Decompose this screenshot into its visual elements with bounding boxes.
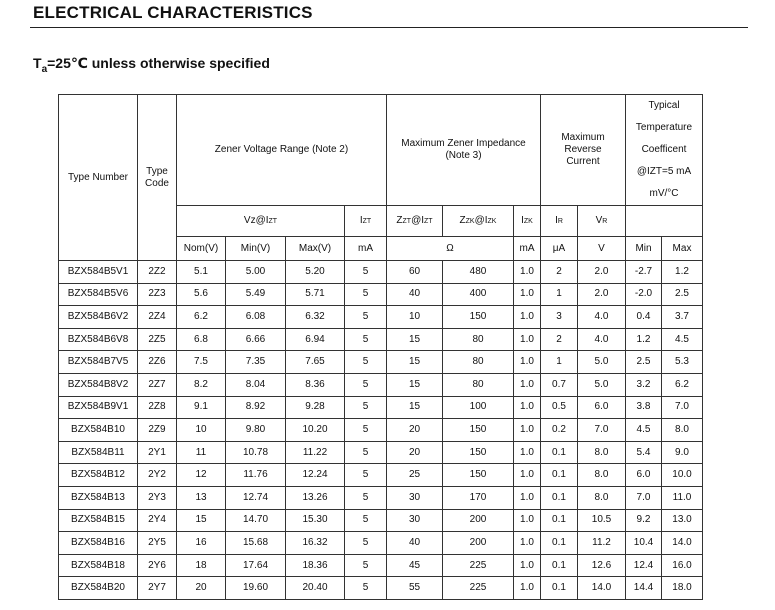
- cell-vz-max: 10.20: [286, 419, 345, 442]
- cell-vz-min: 19.60: [226, 577, 286, 600]
- cell-vz-max: 8.36: [286, 373, 345, 396]
- cell-type-code: 2Z5: [138, 328, 177, 351]
- cell-izt: 5: [345, 509, 387, 532]
- cell-izt: 5: [345, 532, 387, 555]
- cell-vz-nom: 7.5: [177, 351, 226, 374]
- table-row: [59, 261, 703, 284]
- unit-ir: μA: [541, 237, 578, 261]
- cell-ir: 1: [541, 283, 578, 306]
- cell-izk: 1.0: [514, 283, 541, 306]
- unit-max: Max(V): [286, 237, 345, 261]
- cell-ir: 2: [541, 328, 578, 351]
- cell-vz-min: 14.70: [226, 509, 286, 532]
- cell-vz-min: 6.66: [226, 328, 286, 351]
- cell-ir: 0.1: [541, 577, 578, 600]
- cell-vz-min: 12.74: [226, 486, 286, 509]
- reverse-current-header: Maximum Reverse Current: [541, 95, 626, 206]
- cell-vz-nom: 6.2: [177, 306, 226, 329]
- cell-vz-max: 15.30: [286, 509, 345, 532]
- cell-tc-min: 10.4: [626, 532, 662, 555]
- cell-zzt: 25: [387, 464, 443, 487]
- cell-izt: 5: [345, 441, 387, 464]
- cell-izk: 1.0: [514, 441, 541, 464]
- table-row: [59, 396, 703, 419]
- cell-tc-min: 2.5: [626, 351, 662, 374]
- cell-vz-min: 6.08: [226, 306, 286, 329]
- table-row: [59, 306, 703, 329]
- cell-type-number: BZX584B20: [59, 577, 138, 600]
- cell-zzt: 15: [387, 351, 443, 374]
- cell-tc-min: 3.2: [626, 373, 662, 396]
- cell-type-code: 2Z2: [138, 261, 177, 284]
- vz-header: Vz@IZT: [177, 206, 345, 237]
- cell-vr: 4.0: [578, 328, 626, 351]
- electrical-characteristics-table: [58, 94, 703, 600]
- unit-nom: Nom(V): [177, 237, 226, 261]
- cell-vz-min: 17.64: [226, 554, 286, 577]
- type-number-header: Type Number: [59, 95, 138, 261]
- cell-zzk: 80: [443, 373, 514, 396]
- cell-izk: 1.0: [514, 509, 541, 532]
- cell-type-number: BZX584B13: [59, 486, 138, 509]
- cell-type-number: BZX584B10: [59, 419, 138, 442]
- cell-vr: 5.0: [578, 351, 626, 374]
- cell-type-number: BZX584B18: [59, 554, 138, 577]
- cell-zzk: 225: [443, 577, 514, 600]
- temp-coeff-spacer: [626, 206, 703, 237]
- cell-izk: 1.0: [514, 328, 541, 351]
- cell-zzk: 400: [443, 283, 514, 306]
- cell-izk: 1.0: [514, 306, 541, 329]
- cell-vz-nom: 16: [177, 532, 226, 555]
- cell-vz-max: 18.36: [286, 554, 345, 577]
- title-underline: [30, 27, 748, 28]
- cell-izk: 1.0: [514, 419, 541, 442]
- cell-type-number: BZX584B9V1: [59, 396, 138, 419]
- cell-izt: 5: [345, 351, 387, 374]
- cell-izk: 1.0: [514, 396, 541, 419]
- cell-tc-min: -2.7: [626, 261, 662, 284]
- cell-zzt: 15: [387, 373, 443, 396]
- cell-tc-max: 18.0: [662, 577, 703, 600]
- cell-type-code: 2Z7: [138, 373, 177, 396]
- cell-type-number: BZX584B6V8: [59, 328, 138, 351]
- cell-ir: 0.1: [541, 441, 578, 464]
- cell-vz-nom: 5.1: [177, 261, 226, 284]
- cell-vz-min: 9.80: [226, 419, 286, 442]
- cell-tc-min: 5.4: [626, 441, 662, 464]
- table-row: [59, 283, 703, 306]
- cell-tc-max: 14.0: [662, 532, 703, 555]
- cell-vr: 2.0: [578, 283, 626, 306]
- section-title: ELECTRICAL CHARACTERISTICS: [33, 3, 313, 22]
- cell-izt: 5: [345, 486, 387, 509]
- cell-zzk: 200: [443, 532, 514, 555]
- unit-tc-max: Max: [662, 237, 703, 261]
- cell-zzk: 80: [443, 328, 514, 351]
- cell-tc-min: 12.4: [626, 554, 662, 577]
- cell-tc-max: 13.0: [662, 509, 703, 532]
- cell-zzt: 30: [387, 486, 443, 509]
- cell-tc-min: 9.2: [626, 509, 662, 532]
- cell-type-number: BZX584B6V2: [59, 306, 138, 329]
- cell-zzt: 15: [387, 328, 443, 351]
- cell-tc-max: 1.2: [662, 261, 703, 284]
- cell-izk: 1.0: [514, 486, 541, 509]
- cell-izk: 1.0: [514, 577, 541, 600]
- zzk-header: ZZK@IZK: [443, 206, 514, 237]
- cell-zzt: 10: [387, 306, 443, 329]
- cell-vz-min: 7.35: [226, 351, 286, 374]
- cell-vz-nom: 5.6: [177, 283, 226, 306]
- condition-subscript: a: [41, 64, 48, 75]
- table-body: [59, 95, 703, 600]
- cell-izk: 1.0: [514, 351, 541, 374]
- cell-vz-nom: 10: [177, 419, 226, 442]
- cell-vr: 8.0: [578, 441, 626, 464]
- cell-zzk: 225: [443, 554, 514, 577]
- cell-izk: 1.0: [514, 373, 541, 396]
- cell-tc-min: 3.8: [626, 396, 662, 419]
- cell-type-number: BZX584B11: [59, 441, 138, 464]
- cell-type-code: 2Z9: [138, 419, 177, 442]
- cell-tc-max: 5.3: [662, 351, 703, 374]
- cell-izt: 5: [345, 419, 387, 442]
- cell-ir: 0.1: [541, 509, 578, 532]
- table-row: [59, 419, 703, 442]
- cell-ir: 1: [541, 351, 578, 374]
- cell-tc-max: 10.0: [662, 464, 703, 487]
- condition-symbol: T: [33, 55, 42, 71]
- cell-vz-nom: 6.8: [177, 328, 226, 351]
- cell-zzk: 480: [443, 261, 514, 284]
- table-row: [59, 577, 703, 600]
- cell-zzt: 20: [387, 441, 443, 464]
- cell-ir: 0.1: [541, 464, 578, 487]
- unit-izk: mA: [514, 237, 541, 261]
- cell-zzk: 150: [443, 419, 514, 442]
- cell-ir: 0.1: [541, 532, 578, 555]
- cell-tc-max: 11.0: [662, 486, 703, 509]
- cell-izk: 1.0: [514, 554, 541, 577]
- condition-text: =25℃ unless otherwise specified: [47, 55, 270, 71]
- cell-tc-min: -2.0: [626, 283, 662, 306]
- temp-coeff-header: Typical Temperature Coefficent @IZT=5 mA mV/°C: [626, 95, 703, 206]
- cell-tc-max: 6.2: [662, 373, 703, 396]
- cell-vz-nom: 20: [177, 577, 226, 600]
- cell-vz-min: 15.68: [226, 532, 286, 555]
- cell-tc-max: 8.0: [662, 419, 703, 442]
- cell-ir: 0.5: [541, 396, 578, 419]
- cell-zzk: 200: [443, 509, 514, 532]
- cell-type-number: BZX584B16: [59, 532, 138, 555]
- cell-vz-max: 13.26: [286, 486, 345, 509]
- cell-type-code: 2Z3: [138, 283, 177, 306]
- zzt-header: ZZT@IZT: [387, 206, 443, 237]
- cell-izt: 5: [345, 306, 387, 329]
- cell-ir: 3: [541, 306, 578, 329]
- cell-vr: 14.0: [578, 577, 626, 600]
- cell-vz-min: 5.49: [226, 283, 286, 306]
- cell-izt: 5: [345, 554, 387, 577]
- cell-vr: 6.0: [578, 396, 626, 419]
- cell-ir: 0.1: [541, 554, 578, 577]
- cell-type-code: 2Y6: [138, 554, 177, 577]
- cell-zzt: 45: [387, 554, 443, 577]
- cell-vr: 7.0: [578, 419, 626, 442]
- cell-izt: 5: [345, 577, 387, 600]
- cell-type-code: 2Y3: [138, 486, 177, 509]
- cell-zzk: 150: [443, 306, 514, 329]
- cell-tc-max: 3.7: [662, 306, 703, 329]
- cell-vr: 5.0: [578, 373, 626, 396]
- cell-vz-min: 5.00: [226, 261, 286, 284]
- cell-type-code: 2Y1: [138, 441, 177, 464]
- cell-zzk: 80: [443, 351, 514, 374]
- cell-vr: 8.0: [578, 464, 626, 487]
- cell-vr: 12.6: [578, 554, 626, 577]
- ir-header: IR: [541, 206, 578, 237]
- cell-tc-min: 1.2: [626, 328, 662, 351]
- table-row: [59, 441, 703, 464]
- cell-type-code: 2Y2: [138, 464, 177, 487]
- cell-vz-max: 9.28: [286, 396, 345, 419]
- cell-zzt: 60: [387, 261, 443, 284]
- cell-vz-nom: 9.1: [177, 396, 226, 419]
- cell-vz-nom: 12: [177, 464, 226, 487]
- cell-zzk: 150: [443, 464, 514, 487]
- cell-ir: 2: [541, 261, 578, 284]
- table-row: [59, 554, 703, 577]
- cell-vz-nom: 18: [177, 554, 226, 577]
- cell-type-number: BZX584B7V5: [59, 351, 138, 374]
- table-row: [59, 486, 703, 509]
- cell-vz-min: 8.92: [226, 396, 286, 419]
- cell-tc-max: 16.0: [662, 554, 703, 577]
- cell-type-code: 2Z4: [138, 306, 177, 329]
- table-row: [59, 351, 703, 374]
- cell-zzk: 100: [443, 396, 514, 419]
- cell-izt: 5: [345, 464, 387, 487]
- cell-tc-min: 6.0: [626, 464, 662, 487]
- cell-type-code: 2Y4: [138, 509, 177, 532]
- cell-zzt: 40: [387, 283, 443, 306]
- cell-izk: 1.0: [514, 261, 541, 284]
- cell-vz-min: 8.04: [226, 373, 286, 396]
- cell-izt: 5: [345, 261, 387, 284]
- cell-tc-min: 0.4: [626, 306, 662, 329]
- cell-zzt: 30: [387, 509, 443, 532]
- cell-type-number: BZX584B5V1: [59, 261, 138, 284]
- cell-type-code: 2Y5: [138, 532, 177, 555]
- cell-vz-max: 11.22: [286, 441, 345, 464]
- cell-tc-max: 9.0: [662, 441, 703, 464]
- table-row: [59, 373, 703, 396]
- cell-zzt: 55: [387, 577, 443, 600]
- test-condition: [33, 55, 270, 75]
- cell-ir: 0.1: [541, 486, 578, 509]
- cell-type-code: 2Y7: [138, 577, 177, 600]
- unit-min: Min(V): [226, 237, 286, 261]
- cell-vz-nom: 15: [177, 509, 226, 532]
- cell-izt: 5: [345, 373, 387, 396]
- cell-vz-max: 20.40: [286, 577, 345, 600]
- cell-izt: 5: [345, 396, 387, 419]
- cell-izk: 1.0: [514, 532, 541, 555]
- vr-header: VR: [578, 206, 626, 237]
- unit-vr: V: [578, 237, 626, 261]
- impedance-header: Maximum Zener Impedance (Note 3): [387, 95, 541, 206]
- cell-vz-nom: 8.2: [177, 373, 226, 396]
- cell-tc-max: 2.5: [662, 283, 703, 306]
- cell-vz-max: 12.24: [286, 464, 345, 487]
- cell-tc-max: 4.5: [662, 328, 703, 351]
- izt-header: IZT: [345, 206, 387, 237]
- table-row: [59, 328, 703, 351]
- cell-vz-max: 16.32: [286, 532, 345, 555]
- cell-vz-max: 6.32: [286, 306, 345, 329]
- cell-izt: 5: [345, 328, 387, 351]
- cell-vz-max: 6.94: [286, 328, 345, 351]
- cell-type-code: 2Z8: [138, 396, 177, 419]
- table-row: [59, 509, 703, 532]
- cell-izk: 1.0: [514, 464, 541, 487]
- cell-type-number: BZX584B15: [59, 509, 138, 532]
- cell-type-number: BZX584B8V2: [59, 373, 138, 396]
- cell-vr: 10.5: [578, 509, 626, 532]
- cell-tc-min: 14.4: [626, 577, 662, 600]
- cell-type-number: BZX584B5V6: [59, 283, 138, 306]
- cell-tc-min: 7.0: [626, 486, 662, 509]
- cell-vz-max: 5.71: [286, 283, 345, 306]
- cell-zzt: 40: [387, 532, 443, 555]
- cell-tc-min: 4.5: [626, 419, 662, 442]
- cell-tc-max: 7.0: [662, 396, 703, 419]
- cell-type-code: 2Z6: [138, 351, 177, 374]
- cell-vz-max: 5.20: [286, 261, 345, 284]
- cell-zzt: 15: [387, 396, 443, 419]
- unit-tc-min: Min: [626, 237, 662, 261]
- cell-izt: 5: [345, 283, 387, 306]
- unit-ohm: Ω: [387, 237, 514, 261]
- cell-vr: 4.0: [578, 306, 626, 329]
- cell-vr: 11.2: [578, 532, 626, 555]
- cell-zzk: 170: [443, 486, 514, 509]
- cell-vz-max: 7.65: [286, 351, 345, 374]
- unit-izt: mA: [345, 237, 387, 261]
- cell-vz-min: 10.78: [226, 441, 286, 464]
- cell-vr: 8.0: [578, 486, 626, 509]
- cell-zzk: 150: [443, 441, 514, 464]
- cell-zzt: 20: [387, 419, 443, 442]
- header-row-1: [59, 95, 703, 206]
- cell-vz-min: 11.76: [226, 464, 286, 487]
- type-code-header: Type Code: [138, 95, 177, 261]
- cell-ir: 0.7: [541, 373, 578, 396]
- cell-type-number: BZX584B12: [59, 464, 138, 487]
- cell-vr: 2.0: [578, 261, 626, 284]
- cell-ir: 0.2: [541, 419, 578, 442]
- table-row: [59, 464, 703, 487]
- cell-vz-nom: 11: [177, 441, 226, 464]
- izk-header: IZK: [514, 206, 541, 237]
- zener-voltage-header: Zener Voltage Range (Note 2): [177, 95, 387, 206]
- cell-vz-nom: 13: [177, 486, 226, 509]
- table-row: [59, 532, 703, 555]
